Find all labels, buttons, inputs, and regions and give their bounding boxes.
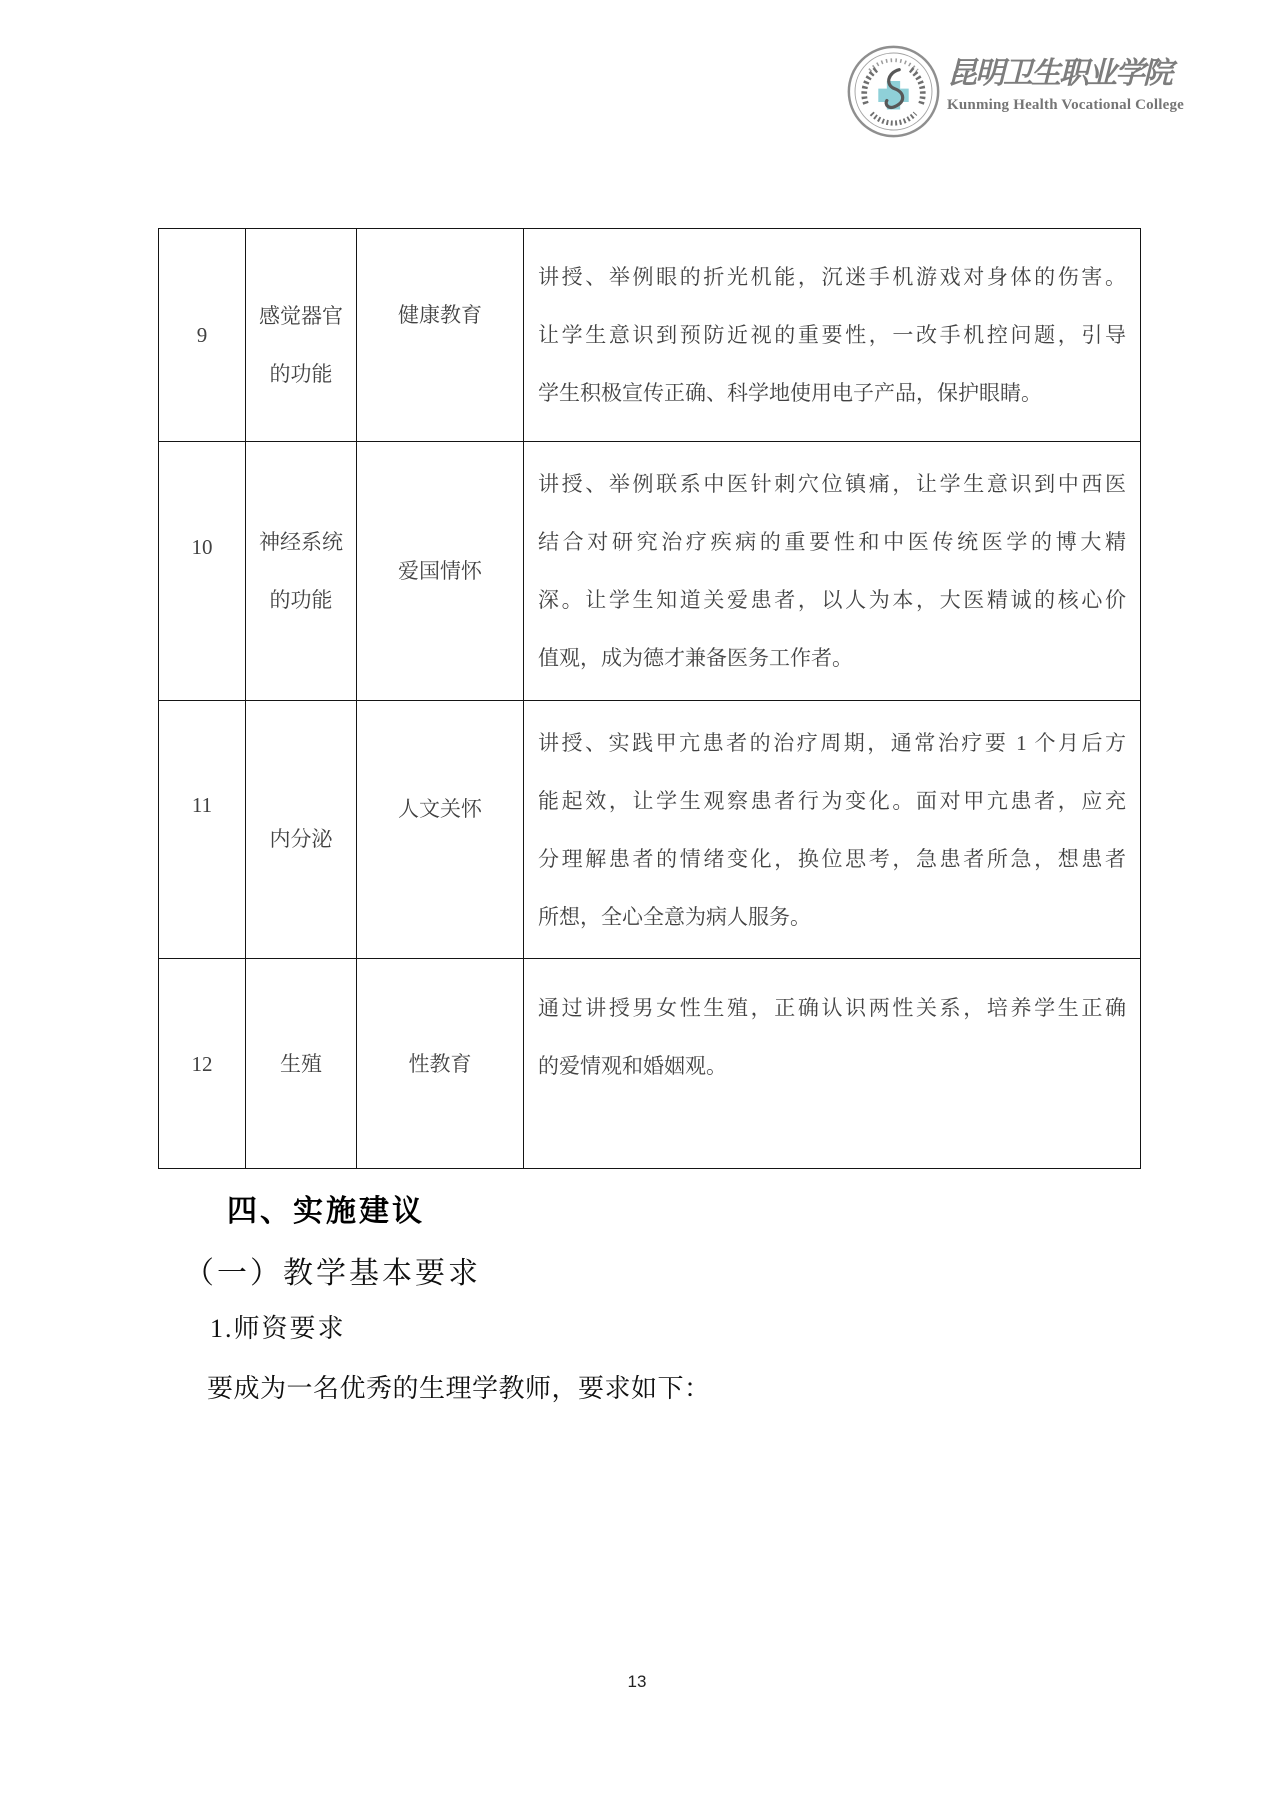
table-row: [159, 442, 1141, 701]
table-cell-number: 10: [159, 442, 246, 701]
cross-icon: [878, 81, 908, 110]
table-cell-topic: 感觉器官 的功能: [246, 229, 357, 442]
college-name-block: [947, 44, 1184, 114]
table-cell-description: 通过讲授男女性生殖，正确认识两性关系，培养学生正确 的爱情观和婚姻观。: [524, 959, 1141, 1169]
table-row: [159, 229, 1141, 442]
college-seal-icon: [846, 44, 941, 139]
section-sub-heading: （一）教学基本要求: [184, 1257, 481, 1290]
section-heading: 四、实施建议: [227, 1195, 425, 1228]
table-cell-description: 讲授、举例眼的折光机能，沉迷手机游戏对身体的伤害。 让学生意识到预防近视的重要性，一改手机控问题，引导 学生积极宣传正确、科学地使用电子产品，保护眼睛。: [524, 229, 1141, 442]
table-cell-theme: 性教育: [357, 959, 524, 1169]
section-numbered-item: 1.师资要求: [210, 1314, 346, 1343]
table-cell-topic: 生殖: [246, 959, 357, 1169]
table-cell-description: 讲授、实践甲亢患者的治疗周期，通常治疗要 1 个月后方 能起效，让学生观察患者行为变化。面对甲亢患者，应充 分理解患者的情绪变化，换位思考，急患者所急，想患者 所想，全心全意为病人服务。: [524, 701, 1141, 959]
table-cell-theme: 人文关怀: [357, 701, 524, 959]
table-cell-number: 9: [159, 229, 246, 442]
table-cell-number: 11: [159, 701, 246, 959]
table-cell-number: 12: [159, 959, 246, 1169]
page-number: 13: [627, 1672, 647, 1691]
table-cell-description: 讲授、举例联系中医针刺穴位镇痛，让学生意识到中西医 结合对研究治疗疾病的重要性和中医传统医学的博大精 深。让学生知道关爱患者，以人为本，大医精诚的核心价 值观，成为德才兼备医务工作者。: [524, 442, 1141, 701]
table-row: [159, 701, 1141, 959]
table-cell-theme: 爱国情怀: [357, 442, 524, 701]
college-name-zh: 昆明卫生职业学院: [947, 56, 1171, 91]
table-row: [159, 959, 1141, 1169]
page-header: [846, 44, 1184, 139]
section-body-text: 要成为一名优秀的生理学教师，要求如下：: [207, 1374, 711, 1403]
table-cell-topic: 内分泌: [246, 701, 357, 959]
college-name-en: Kunming Health Vocational College: [947, 97, 1185, 113]
document-table: [158, 228, 1141, 1169]
table-cell-topic: 神经系统 的功能: [246, 442, 357, 701]
table-cell-theme: 健康教育: [357, 229, 524, 442]
